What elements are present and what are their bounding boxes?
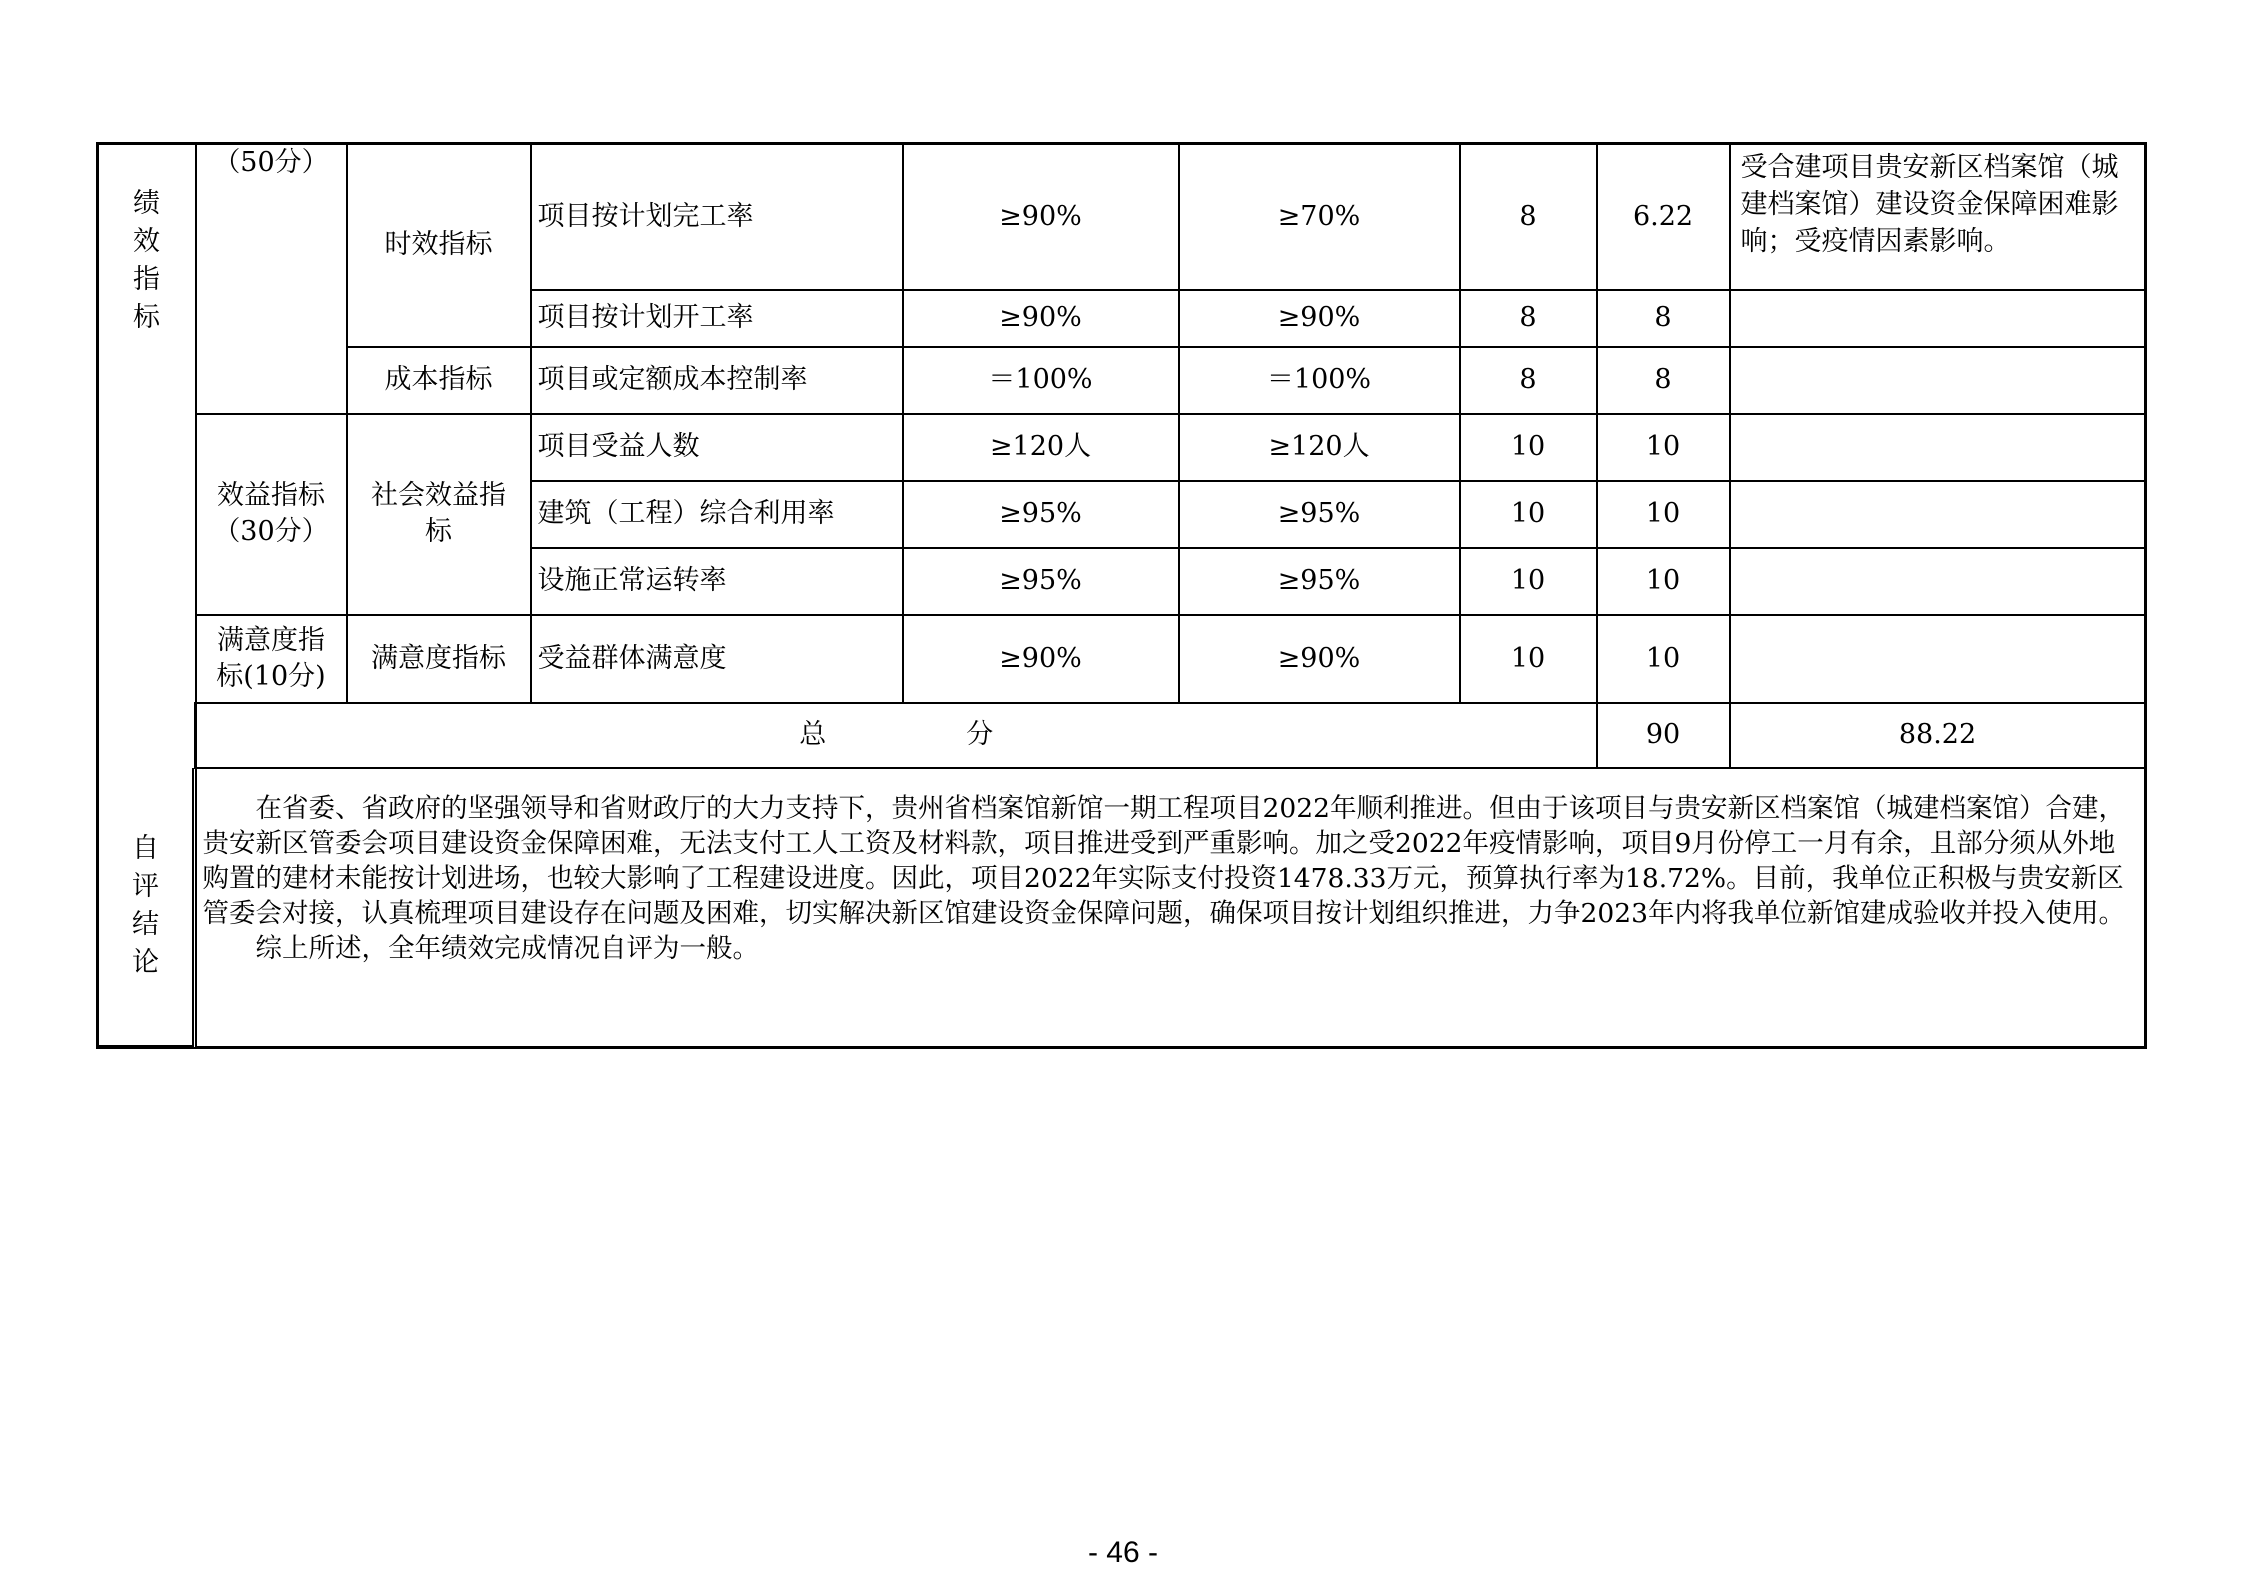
score-value: 10 [1597, 548, 1730, 615]
actual-value: ≥120人 [1179, 414, 1460, 481]
score-value: 10 [1597, 481, 1730, 548]
actual-value: ＝100% [1179, 347, 1460, 414]
indicator-name: 项目按计划开工率 [531, 290, 903, 347]
target-value: ≥120人 [903, 414, 1179, 481]
deduction-reason [1730, 481, 2146, 548]
actual-value: ≥90% [1179, 615, 1460, 703]
score-value: 6.22 [1597, 144, 1730, 290]
category-social-benefit: 社会效益指标 [347, 414, 531, 615]
score-value: 8 [1597, 347, 1730, 414]
actual-value: ≥70% [1179, 144, 1460, 290]
score-value: 10 [1597, 414, 1730, 481]
table-row [98, 347, 2146, 414]
weight-value: 10 [1460, 481, 1597, 548]
target-value: ≥90% [903, 615, 1179, 703]
actual-value: ≥90% [1179, 290, 1460, 347]
weight-value: 8 [1460, 144, 1597, 290]
conclusion-label-cell [96, 768, 194, 1048]
actual-value: ≥95% [1179, 481, 1460, 548]
indicator-name: 受益群体满意度 [531, 615, 903, 703]
indicator-name: 项目按计划完工率 [531, 144, 903, 290]
score-value: 10 [1597, 615, 1730, 703]
category-timeliness: 时效指标 [347, 144, 531, 347]
deduction-reason [1730, 548, 2146, 615]
deduction-reason [1730, 414, 2146, 481]
table-row [98, 144, 2146, 290]
indicator-name: 项目或定额成本控制率 [531, 347, 903, 414]
conclusion-paragraph: 综上所述，全年绩效完成情况自评为一般。 [255, 932, 759, 964]
indicator-name: 建筑（工程）综合利用率 [531, 481, 903, 548]
total-score: 88.22 [1730, 703, 2146, 768]
total-weight: 90 [1597, 703, 1730, 768]
weight-value: 10 [1460, 548, 1597, 615]
output-score: （50分） [213, 147, 329, 178]
benefit-level1: 效益指标（30分） [196, 414, 347, 615]
conclusion-paragraph: 在省委、省政府的坚强领导和省财政厅的大力支持下，贵州省档案馆新馆一期工程项目2022年顺利推进。但由于该项目与贵安新区档案馆（城建档案馆）合建，贵安新区管委会项目建设资金保障困难，无法支付工人工资及材料款，项目推进受到严重影响。加之受2022年疫情影响，项目9月份停工一月有余，且部分须从外地购置的建材未能按计划进场，也较大影响了工程建设进度。因此，项目2022年实际支付投资1478.33万元，预算执行率为18.72%。目前，我单位正积极与贵安新区管委会对接，认真梳理项目建设存在问题及困难，切实解决新区馆建设资金保障问题，确保项目按计划组织推进，力争2023年内将我单位新馆建成验收并投入使用。 [202, 792, 2125, 929]
conclusion-row [98, 768, 2146, 1048]
target-value: ＝100% [903, 347, 1179, 414]
target-value: ≥90% [903, 290, 1179, 347]
table-row [98, 414, 2146, 481]
deduction-reason: 受合建项目贵安新区档案馆（城建档案馆）建设资金保障困难影响；受疫情因素影响。 [1730, 144, 2146, 290]
target-value: ≥95% [903, 548, 1179, 615]
output-score-cell [196, 144, 347, 414]
total-label: 总 分 [196, 703, 1597, 768]
weight-value: 10 [1460, 414, 1597, 481]
indicator-name: 项目受益人数 [531, 414, 903, 481]
actual-value: ≥95% [1179, 548, 1460, 615]
indicator-name: 设施正常运转率 [531, 548, 903, 615]
conclusion-label: 自评结论 [132, 833, 159, 978]
category-cost: 成本指标 [347, 347, 531, 414]
weight-value: 10 [1460, 615, 1597, 703]
satisfaction-level1: 满意度指标(10分) [196, 615, 347, 703]
target-value: ≥90% [903, 144, 1179, 290]
weight-value: 8 [1460, 290, 1597, 347]
conclusion-text [196, 768, 2146, 1048]
category-satisfaction: 满意度指标 [347, 615, 531, 703]
weight-value: 8 [1460, 347, 1597, 414]
deduction-reason [1730, 615, 2146, 703]
performance-evaluation-table [96, 142, 2147, 1049]
target-value: ≥95% [903, 481, 1179, 548]
deduction-reason [1730, 290, 2146, 347]
total-row [98, 703, 2146, 768]
deduction-reason [1730, 347, 2146, 414]
page-number: - 46 - [1087, 1536, 1159, 1569]
table-row [98, 615, 2146, 703]
score-value: 8 [1597, 290, 1730, 347]
section-label: 绩效指标 [133, 188, 160, 333]
